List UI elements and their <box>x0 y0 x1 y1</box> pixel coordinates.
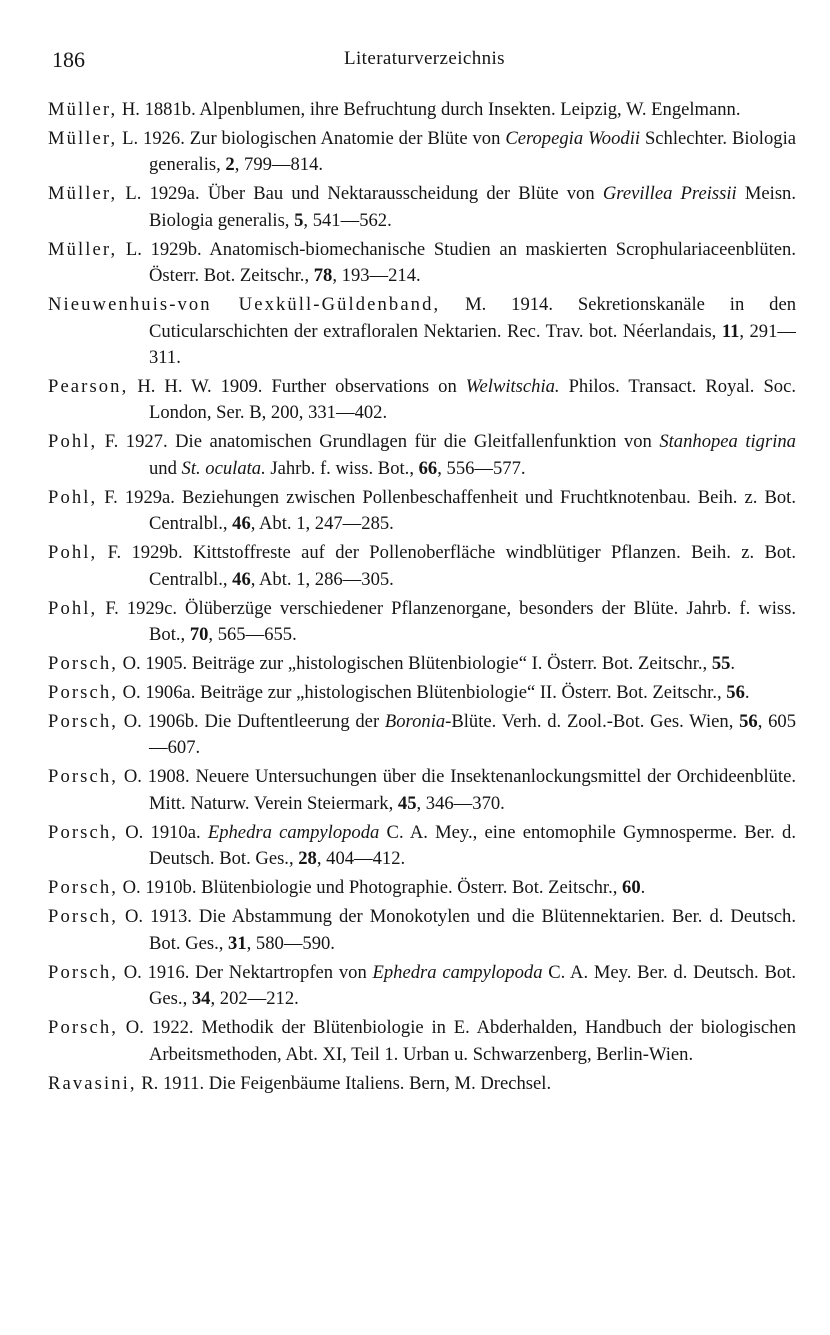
bibliography-entry <box>48 904 796 957</box>
entry-volume: 11 <box>721 320 740 342</box>
entry-text: O. 1905. Beiträge zur „histologischen Blütenbiologie“ I. Österr. Bot. Zeitschr., <box>117 653 712 675</box>
entry-author: Pohl, <box>48 597 98 619</box>
entry-text: O. 1908. Neuere Untersuchungen über die Insektenanlockungsmittel der Orchideenblüte. Mitt. Naturw. Verein Steiermark, <box>117 766 796 814</box>
entry-text: , 346—370. <box>416 792 505 814</box>
entry-text: , Abt. 1, 286—305. <box>250 568 394 590</box>
bibliography-entry <box>48 820 796 873</box>
bibliography-entry <box>48 374 796 427</box>
entry-text: O. 1910b. Blütenbiologie und Photographie. Österr. Bot. Zeitschr., <box>117 877 623 899</box>
bibliography-entry <box>48 292 796 371</box>
bibliography-list <box>48 97 796 1100</box>
entry-text: , 291—311. <box>149 320 796 369</box>
entry-author: Pohl, <box>48 486 98 508</box>
entry-author: Pohl, <box>48 431 98 453</box>
entry-text: M. 1914. Sekretionskanäle in den Cuticularschichten der extrafloralen Nektarien. Rec. Trav. bot. Néerlandais, <box>149 294 796 342</box>
bibliography-entry <box>48 680 796 706</box>
bibliography-entry <box>48 540 796 593</box>
entry-text: O. 1906b. Die Duftentleerung der <box>117 711 385 733</box>
entry-taxon: Boronia <box>384 711 446 733</box>
entry-author: Porsch, <box>48 1017 118 1039</box>
entry-text: O. 1910a. <box>117 821 208 843</box>
entry-text: , 541—562. <box>303 209 392 231</box>
bibliography-entry <box>48 97 796 123</box>
entry-volume: 46 <box>232 568 251 590</box>
entry-text: , 193—214. <box>332 265 421 287</box>
bibliography-entry <box>48 485 796 538</box>
entry-author: Porsch, <box>48 711 118 733</box>
entry-text: C. A. Mey. Ber. d. Deutsch. Bot. Ges., <box>149 961 796 1010</box>
entry-text: , 404—412. <box>316 848 406 870</box>
entry-text: H. 1881b. Alpenblumen, ihre Befruchtung durch Insekten. Leipzig, W. Engelmann. <box>117 99 741 120</box>
entry-volume: 34 <box>191 988 211 1010</box>
entry-volume: 31 <box>228 932 247 954</box>
entry-author: Porsch, <box>48 653 118 675</box>
bibliography-entry <box>48 126 796 179</box>
entry-text: L. 1929a. Über Bau und Nektarausscheidung der Blüte von <box>117 183 603 205</box>
entry-text: Philos. Transact. Royal. Soc. London, Ser. B, 200, 331—402. <box>149 376 796 424</box>
entry-author: Ravasini, <box>48 1072 137 1094</box>
entry-author: Nieuwenhuis-von Uexküll-Güldenband, <box>48 294 441 316</box>
bibliography-entry <box>48 764 796 817</box>
entry-volume: 78 <box>313 265 333 287</box>
entry-text: F. 1927. Die anatomischen Grundlagen für die Gleitfallenfunktion von <box>97 431 660 453</box>
entry-volume: 5 <box>294 209 304 231</box>
entry-text: , 605—607. <box>149 711 797 759</box>
bibliography-entry <box>48 875 796 901</box>
entry-text: H. H. W. 1909. Further observations on <box>128 376 466 398</box>
entry-volume: 55 <box>711 653 731 675</box>
entry-author: Porsch, <box>48 906 118 928</box>
entry-text: , 556—577. <box>437 457 526 479</box>
entry-text: -Blüte. Verh. d. Zool.-Bot. Ges. Wien, <box>445 711 740 733</box>
entry-text: . <box>744 682 750 704</box>
entry-text: O. 1916. Der Nektartropfen von <box>117 961 373 983</box>
entry-taxon: St. oculata. <box>181 457 266 479</box>
entry-text: . <box>640 877 646 899</box>
entry-author: Porsch, <box>48 682 118 704</box>
page-number: 186 <box>52 47 85 72</box>
entry-text: , Abt. 1, 247—285. <box>250 513 394 535</box>
entry-text: . <box>730 653 736 675</box>
entry-taxon: Welwitschia. <box>465 376 560 398</box>
entry-text: , 202—212. <box>210 988 299 1010</box>
entry-text: , 580—590. <box>246 932 335 954</box>
entry-author: Porsch, <box>48 877 118 899</box>
bibliography-entry <box>48 429 796 482</box>
running-title: Literaturverzeichnis <box>344 48 505 69</box>
bibliography-entry <box>48 596 796 649</box>
entry-text: R. 1911. Die Feigenbäume Italiens. Bern, M. Drechsel. <box>136 1072 552 1094</box>
entry-text: C. A. Mey., eine entomophile Gymnosperme. Ber. d. Deutsch. Bot. Ges., <box>149 821 796 870</box>
entry-volume: 60 <box>622 877 641 899</box>
entry-taxon: Grevillea Preissii <box>602 183 737 205</box>
entry-text: Meisn. Biologia generalis, <box>149 183 797 231</box>
entry-text: F. 1929c. Ölüberzüge verschiedener Pflanzenorgane, besonders der Blüte. Jahrb. f. wiss. Bot., <box>97 597 796 646</box>
entry-volume: 28 <box>298 848 317 870</box>
entry-text: F. 1929b. Kittstoffreste auf der Pollenoberfläche windblütiger Pflanzen. Beih. z. Bot. Centralbl., <box>97 542 796 590</box>
entry-author: Porsch, <box>48 961 118 983</box>
bibliography-entry <box>48 237 796 290</box>
page-header <box>52 46 797 76</box>
bibliography-entry <box>48 181 796 234</box>
entry-text: O. 1913. Die Abstammung der Monokotylen und die Blütennektarien. Ber. d. Deutsch. Bot. Ges., <box>117 906 796 954</box>
entry-text: F. 1929a. Beziehungen zwischen Pollenbeschaffenheit und Fruchtknotenbau. Beih. z. Bot. Centralbl., <box>97 486 796 535</box>
entry-author: Porsch, <box>48 766 118 788</box>
entry-author: Müller, <box>48 238 118 260</box>
entry-author: Müller, <box>48 128 118 149</box>
entry-author: Porsch, <box>48 821 118 843</box>
entry-text: Jahrb. f. wiss. Bot., <box>265 457 419 479</box>
bibliography-entry <box>48 651 796 677</box>
entry-text: O. 1922. Methodik der Blütenbiologie in E. Abderhalden, Handbuch der biologischen Arbeitsmethoden, Abt. XI, Teil 1. Urban u. Schwarzenberg, Berlin-Wien. <box>117 1017 796 1065</box>
entry-volume: 70 <box>189 624 209 646</box>
entry-volume: 66 <box>418 457 438 479</box>
entry-taxon: Stanhopea tigrina <box>659 431 796 453</box>
entry-author: Müller, <box>48 99 118 120</box>
entry-volume: 56 <box>726 682 745 704</box>
entry-text: Schlechter. Biologia generalis, <box>149 128 796 176</box>
bibliography-entry <box>48 1071 796 1097</box>
bibliography-entry <box>48 709 796 762</box>
entry-volume: 2 <box>225 154 235 176</box>
entry-volume: 45 <box>397 792 417 814</box>
entry-text: , 799—814. <box>234 154 324 176</box>
entry-text: O. 1906a. Beiträge zur „histologischen Blütenbiologie“ II. Österr. Bot. Zeitschr., <box>117 682 727 704</box>
bibliography-entry <box>48 960 796 1013</box>
entry-taxon: Ceropegia Woodii <box>505 128 641 149</box>
entry-text: und <box>149 457 182 479</box>
entry-taxon: Ephedra campylopoda <box>372 961 543 983</box>
entry-volume: 56 <box>739 711 758 733</box>
bibliography-entry <box>48 1015 796 1068</box>
entry-text: L. 1926. Zur biologischen Anatomie der Blüte von <box>117 128 506 149</box>
entry-author: Müller, <box>48 183 118 205</box>
entry-taxon: Ephedra campylopoda <box>207 821 380 843</box>
entry-author: Pearson, <box>48 376 129 398</box>
entry-text: , 565—655. <box>208 624 297 646</box>
entry-volume: 46 <box>232 513 251 535</box>
entry-text: L. 1929b. Anatomisch-biomechanische Studien an maskierten Scrophulariaceenblüten. Österr. Bot. Zeitschr., <box>117 238 796 287</box>
entry-author: Pohl, <box>48 542 98 564</box>
